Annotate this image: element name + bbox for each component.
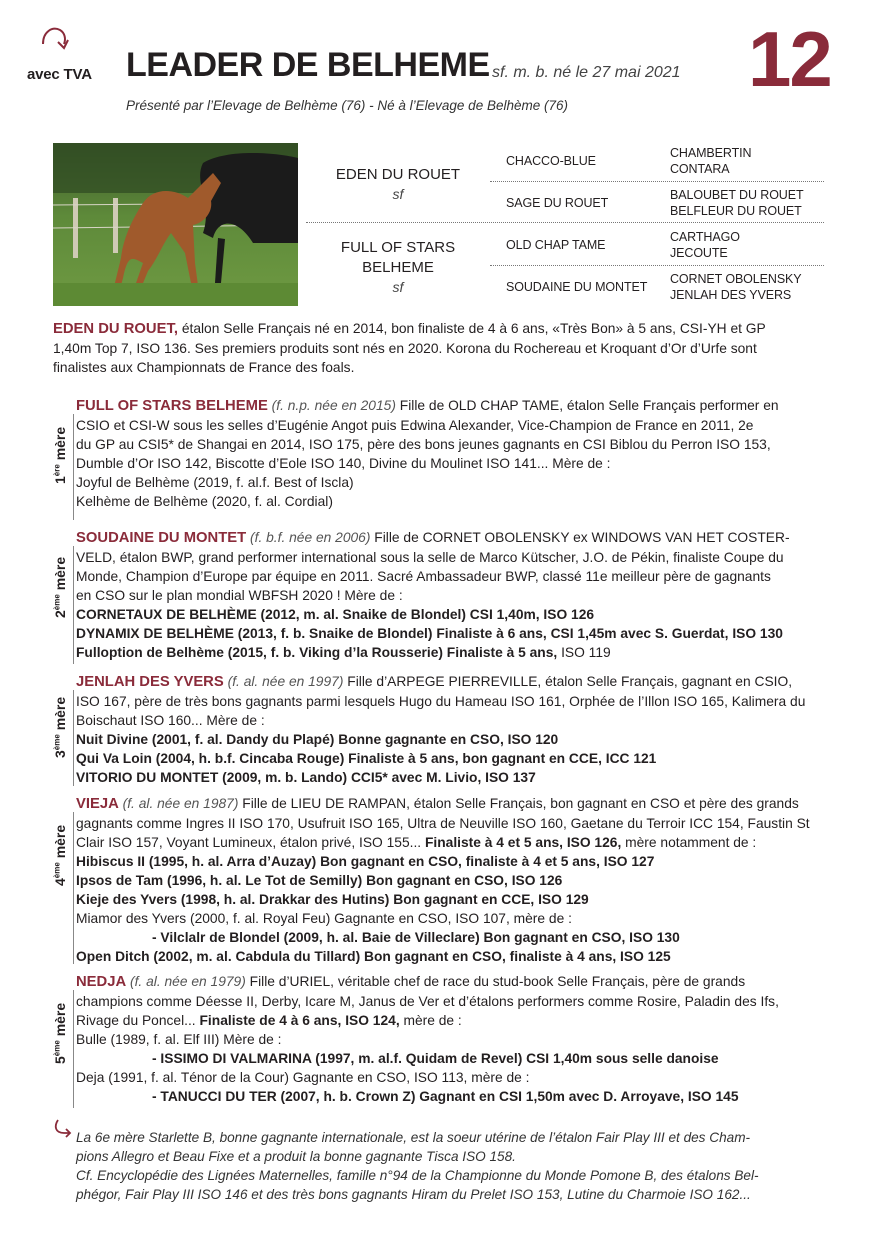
- gen5-plain: Deja (1991, f. al. Ténor de la Cour) Gagnante en CSO, ISO 113, mère de :: [76, 1070, 530, 1085]
- gen2-meta: (f. b.f. née en 2006): [250, 530, 371, 545]
- gen1-name: FULL OF STARS BELHEME: [76, 398, 268, 414]
- gen1-block: [76, 396, 824, 511]
- dam-name-line1: FULL OF STARS: [340, 239, 456, 256]
- gen1-label: 1ère mère: [52, 426, 68, 484]
- foal-photo: [53, 143, 298, 306]
- gen3-name: JENLAH DES YVERS: [76, 674, 224, 690]
- gen5-plain: Bulle (1989, f. al. Elf III) Mère de :: [76, 1032, 282, 1047]
- sire-text-line1: étalon Selle Français né en 2014, bon finaliste de 4 à 6 ans, «Très Bon» à 5 ans, CSI-YH et GP: [181, 321, 766, 336]
- gen3-rule: [73, 690, 74, 786]
- gen4-rule: [73, 812, 74, 964]
- gen2-line: Monde, Champion d’Europe par équipe en 2011. Sacré Ambassadeur BWP, classé 11e meilleur père de gagnants: [76, 569, 771, 584]
- gen2-line: VELD, étalon BWP, grand performer international sous la selle de Marco Kütscher, J.O. de Pékin, finaliste Coupe du: [76, 550, 784, 565]
- lot-number: 12: [748, 15, 831, 103]
- gen3-offspring: VITORIO DU MONTET (2009, m. b. Lando) CCI5* avec M. Livio, ISO 137: [76, 770, 536, 785]
- gen1-line: Joyful de Belhème (2019, f. al.f. Best of Iscla): [76, 475, 354, 490]
- gen5-line-tail: mère de :: [399, 1013, 462, 1028]
- gen4-plain: Miamor des Yvers (2000, f. al. Royal Feu) Gagnante en CSO, ISO 107, mère de :: [76, 911, 572, 926]
- gen4-line: Clair ISO 157, Voyant Lumineux, étalon privé, ISO 155...: [76, 835, 422, 850]
- gen2-line: en CSO sur le plan mondial WBFSH 2020 ! Mère de :: [76, 588, 403, 603]
- ggp-4: BELFLEUR DU ROUET: [670, 204, 802, 218]
- gen4-offspring: Ipsos de Tam (1996, h. al. Le Tot de Semilly) Bon gagnant en CSO, ISO 126: [76, 873, 563, 888]
- gen2-offspring: Fulloption de Belhème (2015, f. b. Viking d’la Rousserie) Finaliste à 5 ans,: [76, 645, 558, 660]
- gen4-line-bold: Finaliste à 4 et 5 ans, ISO 126,: [424, 835, 622, 850]
- ggp-5: CARTHAGO: [670, 230, 740, 244]
- gen4-lead: Fille de LIEU DE RAMPAN, étalon Selle Français, bon gagnant en CSO et père des grands: [242, 796, 799, 811]
- granddam-paternal: SAGE DU ROUET: [506, 196, 609, 210]
- pedigree-divider-main: [306, 222, 824, 223]
- gen4-line-tail: mère notamment de :: [621, 835, 757, 850]
- grandsire-paternal: CHACCO-BLUE: [506, 154, 596, 168]
- gen4-label: 4ème mère: [52, 824, 68, 886]
- gen4-block: [76, 794, 824, 966]
- footnote-line: La 6e mère Starlette B, bonne gagnante internationale, est la soeur utérine de l’étalon Fair Play III et des Cham-: [76, 1130, 751, 1145]
- tax-label: avec TVA: [27, 66, 92, 83]
- dam-name-line2: BELHEME: [362, 259, 434, 276]
- gen1-rule: [73, 414, 74, 520]
- ggp-6: JECOUTE: [670, 246, 728, 260]
- gen5-sub-offspring: - ISSIMO DI VALMARINA (1997, m. al.f. Quidam de Revel) CSI 1,40m sous selle danoise: [152, 1051, 719, 1066]
- horse-details: sf. m. b. né le 27 mai 2021: [492, 64, 681, 81]
- horse-name-title: LEADER DE BELHEME: [126, 46, 490, 84]
- gen3-label: 3ème mère: [52, 696, 68, 758]
- gen2-lead: Fille de CORNET OBOLENSKY ex WINDOWS VAN HET COSTER-: [374, 530, 790, 545]
- sire-breed: sf: [392, 186, 404, 202]
- gen4-sub-offspring: - Vilclalr de Blondel (2009, h. al. Baie de Villeclare) Bon gagnant en CSO, ISO 130: [152, 930, 680, 945]
- ggp-8: JENLAH DES YVERS: [670, 288, 792, 302]
- gen5-line: champions comme Déesse II, Derby, Icare M, Janus de Ver et d’étalons performers comme Rosire, Paladin des Ifs,: [76, 994, 779, 1009]
- ggp-3: BALOUBET DU ROUET: [670, 188, 804, 202]
- gen3-offspring: Nuit Divine (2001, f. al. Dandy du Plapé) Bonne gagnante en CSO, ISO 120: [76, 732, 559, 747]
- footnote-line: phégor, Fair Play III ISO 146 et des très bons gagnants Hiram du Prelet ISO 153, Lutine du Charmoie ISO 162...: [76, 1187, 751, 1202]
- gen1-line: du GP au CSI5* de Shangai en 2014, ISO 175, père des bons jeunes gagnants en CSI Biblou du Perron ISO 153,: [76, 437, 771, 452]
- gen3-block: [76, 672, 824, 787]
- gen3-line: Boischaut ISO 160... Mère de :: [76, 713, 265, 728]
- footnote-line: pions Allegro et Beau Fixe et a produit la bonne gagnante Tisca ISO 158.: [76, 1149, 516, 1164]
- gen2-name: SOUDAINE DU MONTET: [76, 530, 247, 546]
- hook-arrow-icon: [52, 1118, 74, 1140]
- gen4-offspring: Hibiscus II (1995, h. al. Arra d’Auzay) Bon gagnant en CSO, finaliste à 4 et 5 ans, ISO 127: [76, 854, 655, 869]
- footnote-line: Cf. Encyclopédie des Lignées Maternelles, famille n°94 de la Championne du Monde Pomone B, des étalons Bel-: [76, 1168, 759, 1183]
- ggp-2: CONTARA: [670, 162, 730, 176]
- sire-text-line2: 1,40m Top 7, ISO 136. Ses premiers produits sont nés en 2020. Korona du Rochereau et Kroquant d’Or d’Urfe sont: [53, 341, 757, 356]
- gen2-block: [76, 528, 824, 662]
- gen2-offspring: DYNAMIX DE BELHÈME (2013, f. b. Snaike de Blondel) Finaliste à 6 ans, CSI 1,45m avec S. Guerdat, ISO 130: [76, 626, 783, 641]
- gen3-line: ISO 167, père de très bons gagnants parmi lesquels Hugo du Hameau ISO 161, Orphée de l’Illon ISO 165, Kalimera du: [76, 694, 806, 709]
- ggp-1: CHAMBERTIN: [670, 146, 752, 160]
- gen3-lead: Fille d’ARPEGE PIERREVILLE, étalon Selle Français, gagnant en CSIO,: [347, 674, 793, 689]
- gen1-line: CSIO et CSI-W sous les selles d’Eugénie Angot puis Edwina Alexander, Vice-Champion de France en 2011, 2e: [76, 418, 754, 433]
- gen3-meta: (f. al. née en 1997): [227, 674, 344, 689]
- gen2-rule: [73, 546, 74, 664]
- pedigree-divider-lower: [490, 265, 824, 266]
- sire-text-line3: finalistes aux Championnats de France des foals.: [53, 360, 355, 375]
- dam-breed: sf: [392, 279, 404, 295]
- gen2-offspring: CORNETAUX DE BELHÈME (2012, m. al. Snaike de Blondel) CSI 1,40m, ISO 126: [76, 607, 595, 622]
- pedigree-divider-upper: [490, 181, 824, 182]
- gen5-name: NEDJA: [76, 974, 127, 990]
- gen5-label: 5ème mère: [52, 1002, 68, 1064]
- curved-arrow-icon: [40, 24, 70, 58]
- grandsire-maternal: OLD CHAP TAME: [506, 238, 606, 252]
- gen2-offspring-tail: ISO 119: [557, 645, 611, 660]
- gen5-sub-offspring: - TANUCCI DU TER (2007, h. b. Crown Z) Gagnant en CSI 1,50m avec D. Arroyave, ISO 145: [152, 1089, 739, 1104]
- gen5-block: [76, 972, 824, 1106]
- gen1-line: Kelhème de Belhème (2020, f. al. Cordial): [76, 494, 333, 509]
- gen3-offspring: Qui Va Loin (2004, h. b.f. Cincaba Rouge) Finaliste à 5 ans, bon gagnant en CCE, ICC 121: [76, 751, 657, 766]
- gen5-lead: Fille d’URIEL, véritable chef de race du stud-book Selle Français, père de grands: [249, 974, 746, 989]
- presented-by: Présenté par l’Elevage de Belhème (76) - Né à l’Elevage de Belhème (76): [126, 98, 568, 113]
- ggp-7: CORNET OBOLENSKY: [670, 272, 802, 286]
- gen5-line-bold: Finaliste de 4 à 6 ans, ISO 124,: [199, 1013, 400, 1028]
- gen1-lead: Fille de OLD CHAP TAME, étalon Selle Français performer en: [399, 398, 779, 413]
- gen1-line: Dumble d’Or ISO 142, Biscotte d’Eole ISO 140, Divine du Moulinet ISO 141... Mère de :: [76, 456, 611, 471]
- gen5-meta: (f. al. née en 1979): [130, 974, 246, 989]
- sire-description: [53, 319, 825, 377]
- gen5-line: Rivage du Poncel...: [76, 1013, 196, 1028]
- granddam-maternal: SOUDAINE DU MONTET: [506, 280, 648, 294]
- sire-text-name: EDEN DU ROUET,: [53, 321, 178, 337]
- sire-name: EDEN DU ROUET: [335, 166, 461, 183]
- gen4-line: gagnants comme Ingres II ISO 170, Usufruit ISO 165, Ultra de Neuville ISO 160, Gaetane du Terroir ICC 154, Faustin St: [76, 816, 810, 831]
- gen4-name: VIEJA: [76, 796, 119, 812]
- gen4-meta: (f. al. née en 1987): [122, 796, 239, 811]
- gen4-offspring: Open Ditch (2002, m. al. Cabdula du Tillard) Bon gagnant en CSO, finaliste à 4 ans, ISO 125: [76, 949, 671, 964]
- footnote: [76, 1128, 836, 1204]
- gen4-offspring: Kieje des Yvers (1998, h. al. Drakkar des Hutins) Bon gagnant en CCE, ISO 129: [76, 892, 589, 907]
- gen5-rule: [73, 990, 74, 1108]
- gen2-label: 2ème mère: [52, 556, 68, 618]
- gen1-meta: (f. n.p. née en 2015): [271, 398, 396, 413]
